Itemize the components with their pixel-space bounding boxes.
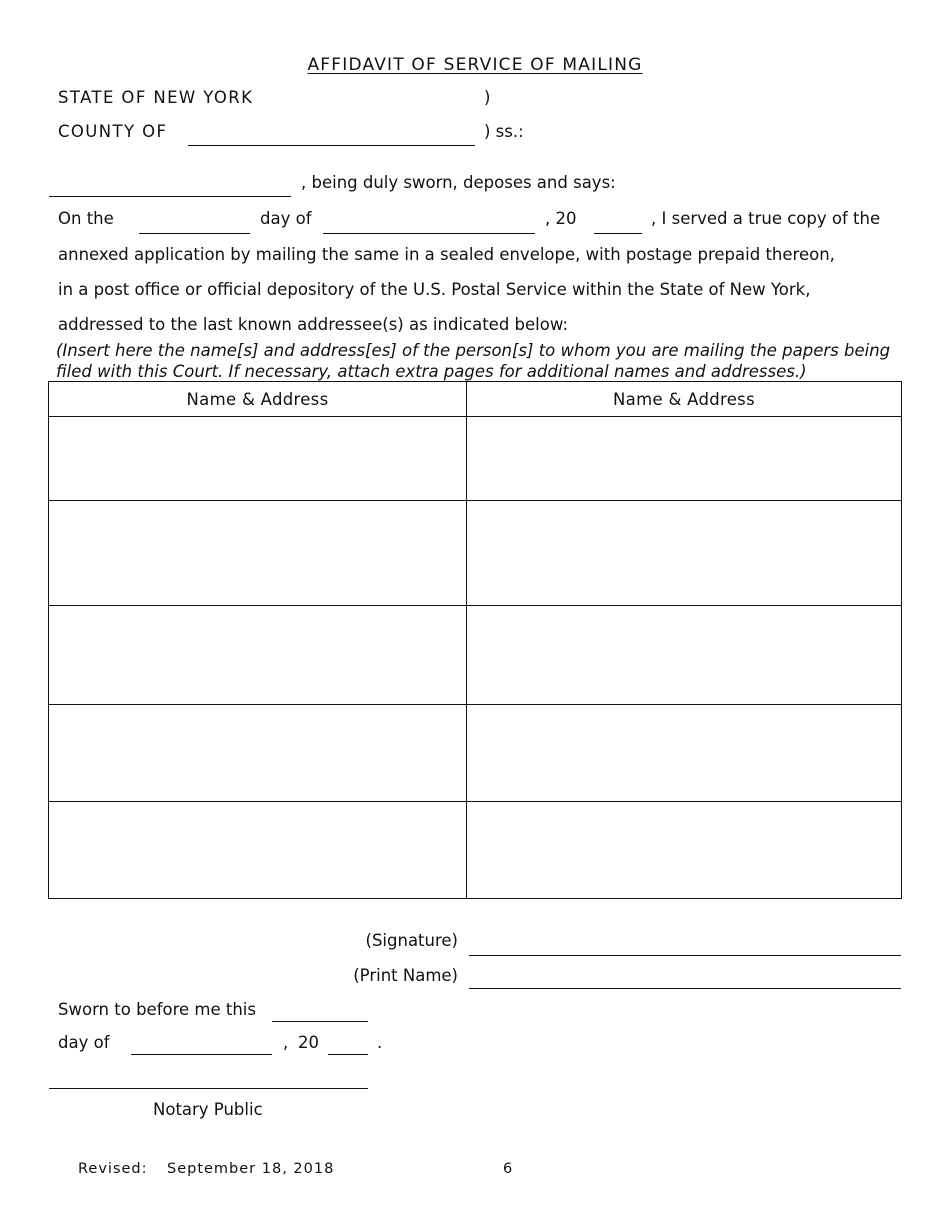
sworn-phrase: , being duly sworn, deposes and says: — [301, 173, 616, 192]
body-line-3: in a post office or official depository of the U.S. Postal Service within the State of New York, — [58, 280, 811, 299]
signature-label: (Signature) — [365, 931, 458, 950]
day-field[interactable] — [139, 233, 250, 234]
table-row — [49, 417, 902, 501]
page-number: 6 — [503, 1161, 514, 1177]
notary-year-prefix: 20 — [298, 1033, 319, 1052]
year-field[interactable] — [594, 233, 642, 234]
on-the-text: On the — [58, 209, 114, 228]
signature-field[interactable] — [469, 955, 901, 956]
notary-day-of-text: day of — [58, 1033, 110, 1052]
ss-label: ) ss.: — [484, 122, 524, 141]
address-cell[interactable] — [49, 606, 467, 705]
table-row — [49, 705, 902, 802]
notary-comma: , — [283, 1033, 289, 1052]
address-cell[interactable] — [467, 802, 902, 899]
print-name-field[interactable] — [469, 988, 901, 989]
document-title: AFFIDAVIT OF SERVICE OF MAILING — [307, 55, 643, 75]
address-cell[interactable] — [49, 705, 467, 802]
address-cell[interactable] — [467, 606, 902, 705]
notary-period: . — [377, 1033, 383, 1052]
address-cell[interactable] — [467, 705, 902, 802]
address-cell[interactable] — [49, 417, 467, 501]
sworn-before-text: Sworn to before me this — [58, 1000, 256, 1019]
address-table — [48, 381, 902, 899]
address-cell[interactable] — [467, 417, 902, 501]
table-row — [49, 501, 902, 606]
address-cell[interactable] — [467, 501, 902, 606]
month-field[interactable] — [323, 233, 535, 234]
county-field[interactable] — [188, 145, 475, 146]
notary-year-field[interactable] — [328, 1054, 368, 1055]
print-name-label: (Print Name) — [353, 966, 458, 985]
notary-signature-field[interactable] — [49, 1088, 368, 1089]
column-header: Name & Address — [49, 382, 467, 417]
address-cell[interactable] — [49, 802, 467, 899]
venue-bracket: ) — [484, 88, 491, 107]
county-label: COUNTY OF — [58, 122, 168, 141]
body-line-2: annexed application by mailing the same in a sealed envelope, with postage prepaid thereon, — [58, 245, 835, 264]
notary-public-label: Notary Public — [153, 1100, 263, 1119]
revised-date: September 18, 2018 — [167, 1161, 335, 1177]
address-cell[interactable] — [49, 501, 467, 606]
table-row — [49, 606, 902, 705]
body-line-4: addressed to the last known addressee(s) as indicated below: — [58, 315, 569, 334]
deponent-name-field[interactable] — [49, 196, 291, 197]
notary-month-field[interactable] — [131, 1054, 272, 1055]
day-of-text: day of — [260, 209, 312, 228]
table-header-row — [49, 382, 902, 417]
state-label: STATE OF NEW YORK — [58, 88, 254, 107]
notary-day-field[interactable] — [272, 1021, 368, 1022]
revised-label: Revised: — [78, 1161, 148, 1177]
instruction-text: (Insert here the name[s] and address[es] of the person[s] to whom you are mailing the papers being filed with this Court. If necessary, attach extra pages for additional names and addresses.) — [56, 341, 891, 381]
column-header: Name & Address — [467, 382, 902, 417]
served-text: , I served a true copy of the — [651, 209, 881, 228]
table-row — [49, 802, 902, 899]
year-prefix-text: , 20 — [545, 209, 577, 228]
